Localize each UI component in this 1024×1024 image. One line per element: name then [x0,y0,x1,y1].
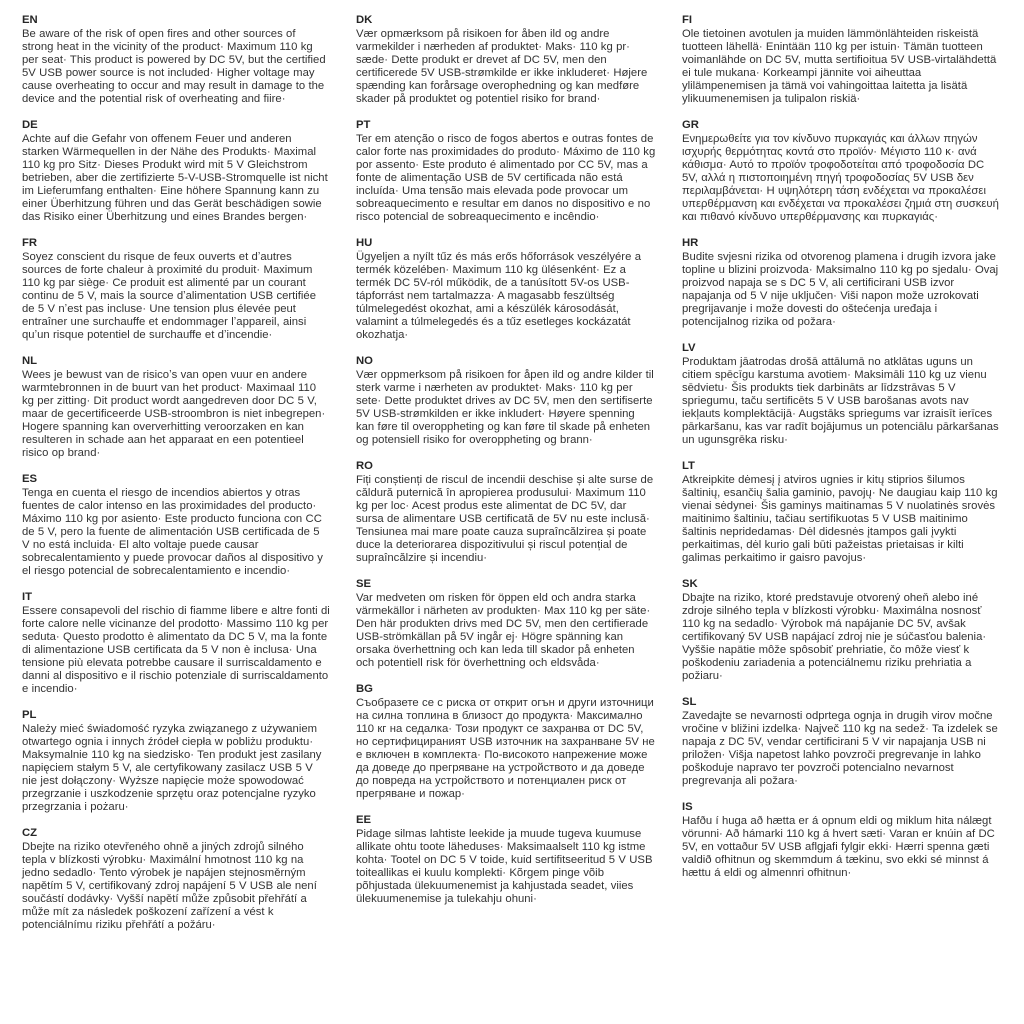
language-text: Atkreipkite dėmesį į atviros ugnies ir kitų stiprios šilumos šaltinių, esančių šalia gaminio, pavojų· Ne daugiau kaip 110 kg vienai sėdynei· Šis gaminys maitinamas 5 V nuolatinės srovės maitinimo šaltiniu, tačiau sertifikuotas 5 V USB maitinimo šaltinis nepridedamas· Dėl didesnės įtampos gali įvykti perkaitimas, dėl kurio gali būti pažeistas prietaisas ir kilti galimas perkaitimo ir gaisro pavojus· [682,474,998,564]
language-text: Produktam jāatrodas drošā attālumā no atklātas uguns un citiem spēcīgu karstuma avotiem· Maksimāli 110 kg uz vienu sēdvietu· Šis produkts tiek darbināts ar līdzstrāvas 5 V spriegumu, taču sertificēts 5 V USB barošanas avots nav iekļauts komplektācijā· Augstāks spriegums var izraisīt ierīces pārkaršanu, kas var radīt bojājumus un potenciālu pārkaršanas un ugunsgrēka risku· [682,356,999,446]
language-code: EE [356,814,372,826]
language-block-pl [22,709,330,814]
language-block-gr [682,119,1002,224]
language-code: NO [356,355,373,367]
language-code: PT [356,119,371,131]
language-code: DK [356,14,373,26]
column-3 [682,14,1002,945]
language-code: DE [22,119,38,131]
language-code: SE [356,578,372,590]
language-text: Achte auf die Gefahr von offenem Feuer und anderen starken Wärmequellen in der Nähe des Produkts· Maximal 110 kg pro Sitz· Dieses Produkt wird mit 5 V Gleichstrom betrieben, aber die zertifizierte 5-V-USB-Stromquelle ist nicht im Lieferumfang enthalten· Eine höhere Spannung kann zu einer Überhitzung führen und das Gerät beschädigen sowie das Risiko einer Überhitzung und eines Brandes bergen· [22,133,328,223]
language-text: Ενημερωθείτε για τον κίνδυνο πυρκαγιάς και άλλων πηγών ισχυρής θερμότητας κοντά στο προϊόν· Μέγιστο 110 κ· ανά κάθισμα· Αυτό το προϊόν τροφοδοτείται από τροφοδοσία DC 5V, αλλά η πιστοποιημένη πηγή τροφοδοσίας 5V USB δεν περιλαμβάνεται· Η υψηλότερη τάση ενδέχεται να προκαλέσει υπερθέρμανση και ενδέχεται να προκαλέσει ζημιά στη συσκευή και πιθανό κίνδυνο υπερθέρμανσης και πυρκαγιάς· [682,133,999,223]
language-code: SL [682,696,697,708]
language-text: Soyez conscient du risque de feux ouverts et dʼautres sources de forte chaleur à proximité du produit· Maximum 110 kg par siège· Ce produit est alimenté par un courant continu de 5 V, mais la source dʼalimentation USB certifiée de 5 V nʼest pas incluse· Une tension plus élevée peut entraîner une surchauffe et endommager lʼappareil, ainsi quʼun risque potentiel de surchauffe et dʼincendie· [22,251,317,341]
language-block-cz [22,827,330,932]
language-block-sl [682,696,1002,788]
language-code: PL [22,709,37,721]
language-block-hr [682,237,1002,329]
language-code: HR [682,237,699,249]
language-text: Dbajte na riziko, ktoré predstavuje otvorený oheň alebo iné zdroje silného tepla v blízkosti výrobku· Maximálna nosnosť 110 kg na sedadlo· Výrobok má napájanie DC 5V, avšak certifikovaný 5V USB napájací zdroj nie je súčasťou balenia· Vyššie napätie môže spôsobiť prehriatie, čo môže viesť k poškodeniu zariadenia a potenciálnemu riziku prehriatia a požiaru· [682,592,987,682]
language-block-es [22,473,330,578]
language-text: Hafðu í huga að hætta er á opnum eldi og miklum hita nálægt vörunni· Að hámarki 110 kg á hvert sæti· Varan er knúin af DC 5V, en vottaður 5V USB aflgjafi fylgir ekki· Hærri spenna gæti valdið ofhitnun og skemmdum á tækinu, svo ekki sé minnst á hættu á eldi og almennri ofhitnun· [682,815,995,879]
language-text: Ole tietoinen avotulen ja muiden lämmönlähteiden riskeistä tuotteen lähellä· Enintään 110 kg per istuin· Tämän tuotteen voimanlähde on DC 5V, mutta sertifioitua 5V USB-virtalähdettä ei tule mukana· Korkeampi jännite voi aiheuttaa ylilämpenemisen ja tämä voi vahingoittaa laitetta ja lisätä ylikuumenemisen ja tulipalon riskiä· [682,28,997,105]
language-code: SK [682,578,698,590]
language-block-lv [682,342,1002,447]
language-block-hu [356,237,656,342]
language-code: FI [682,14,693,26]
language-text: Budite svjesni rizika od otvorenog plamena i drugih izvora jake topline u blizini proizvoda· Maksimalno 110 kg po sjedalu· Ovaj proizvod napaja se s DC 5 V, ali certificirani USB izvor napajanja od 5 V nije uključen· Viši napon može uzrokovati pregrijavanje i može dovesti do oštećenja uređaja i potencijalnog rizika od požara· [682,251,999,328]
language-code: LT [682,460,695,472]
language-block-dk [356,14,656,106]
language-block-bg [356,683,656,801]
language-text: Zavedajte se nevarnosti odprtega ognja in drugih virov močne vročine v bližini izdelka· Največ 110 kg na sedež· Ta izdelek se napaja z DC 5V, vendar certificirani 5 V vir napajanja USB ni priložen· Višja napetost lahko povzroči pregrevanje in lahko poškoduje napravo ter povzroči potencialno nevarnost pregrevanja ali požara· [682,710,998,787]
language-block-lt [682,460,1002,565]
language-block-sk [682,578,1002,683]
language-text: Var medveten om risken för öppen eld och andra starka värmekällor i närheten av produkten· Max 110 kg per säte· Den här produkten drivs med DC 5V, men den certifierade USB-strömkällan på 5V ingår ej· Högre spänning kan orsaka överhettning och kan leda till skador på enheten och potentiell risk för överhettning och eldsvåda· [356,592,651,669]
language-text: Ügyeljen a nyílt tűz és más erős hőforrások veszélyére a termék közelében· Maximum 110 kg ülésenként· Ez a termék DC 5V-ról működik, de a tanúsított 5V-os USB-tápforrást nem tartalmazza· A magasabb feszültség túlmelegedést okozhat, ami a készülék károsodását, valamint a túlmelegedés és a tűz esetleges kockázatát okozhatja· [356,251,641,341]
language-text: Essere consapevoli del rischio di fiamme libere e altre fonti di forte calore nelle vicinanze del prodotto· Massimo 110 kg per seduta· Questo prodotto è alimentato da DC 5 V, ma la fonte di alimentazione USB certificata da 5 V non è inclusa· Una tensione più elevata potrebbe causare il surriscaldamento e danni al dispositivo e il rischio potenziale di surriscaldamento e incendio· [22,605,330,695]
language-text: Vær opmærksom på risikoen for åben ild og andre varmekilder i nærheden af produktet· Maks· 110 kg pr· sæde· Dette produkt er drevet af DC 5V, men den certificerede 5V USB-strømkilde er ikke inkluderet· Højere spænding kan forårsage overophedning og kan medføre skader på produktet og potentiel risiko for brand· [356,28,648,105]
language-text: Należy mieć świadomość ryzyka związanego z używaniem otwartego ognia i innych źródeł ciepła w pobliżu produktu· Maksymalnie 110 kg na siedzisko· Ten produkt jest zasilany napięciem stałym 5 V, ale certyfikowany zasilacz USB 5 V nie jest dołączony· Wyższe napięcie może spowodować przegrzanie i uszkodzenie sprzętu oraz potencjalne ryzyko przegrzania i pożaru· [22,723,322,813]
language-code: EN [22,14,38,26]
language-code: FR [22,237,38,249]
language-code: LV [682,342,696,354]
language-code: HU [356,237,373,249]
language-text: Dbejte na riziko otevřeného ohně a jiných zdrojů silného tepla v blízkosti výrobku· Maximální hmotnost 110 kg na jedno sedadlo· Tento výrobek je napájen stejnosměrným napětím 5 V, certifikovaný zdroj napájení 5 V USB ale není součástí dodávky· Vyšší napětí může způsobit přehřátí a může mít za následek poškození zařízení a vést k potenciálnímu riziku přehřátí a požáru· [22,841,317,931]
language-block-nl [22,355,330,460]
language-text: Wees je bewust van de risicoʼs van open vuur en andere warmtebronnen in de buurt van het product· Maximaal 110 kg per zitting· Dit product wordt aangedreven door DC 5 V, maar de gecertificeerde USB-stroombron is niet inbegrepen· Hogere spanning kan oververhitting veroorzaken en kan resulteren in schade aan het apparaat en een potentieel risico op brand· [22,369,326,459]
column-1 [22,14,330,945]
language-code: CZ [22,827,38,839]
language-text: Pidage silmas lahtiste leekide ja muude tugeva kuumuse allikate ohtu toote läheduses· Maksimaalselt 110 kg istme kohta· Tootel on DC 5 V toide, kuid sertifitseeritud 5 V USB toiteallikas ei kuulu komplekti· Kõrgem pinge võib põhjustada ülekuumenemist ja kahjustada seadet, viies ülekuumenemise ja tulekahju ohuni· [356,828,653,905]
language-text: Tenga en cuenta el riesgo de incendios abiertos y otras fuentes de calor intenso en las proximidades del producto· Máximo 110 kg por asiento· Este producto funciona con CC de 5 V, pero la fuente de alimentación USB certificada de 5 V no está incluida· El alto voltaje puede causar sobrecalentamiento y puede provocar daños al dispositivo y el riesgo potencial de sobrecalentamiento e incendio· [22,487,323,577]
language-block-fi [682,14,1002,106]
language-text: Ter em atenção o risco de fogos abertos e outras fontes de calor forte nas proximidades do produto· Máximo de 110 kg por assento· Este produto é alimentado por CC 5V, mas a fonte de alimentação USB de 5V certificada não está incluída· Uma tensão mais elevada pode provocar um sobreaquecimento e resultar em danos no dispositivo e no risco potencial de sobreaquecimento e incêndio· [356,133,656,223]
language-block-de [22,119,330,224]
language-code: RO [356,460,373,472]
language-block-ee [356,814,656,906]
language-code: ES [22,473,38,485]
language-code: NL [22,355,38,367]
column-2 [356,14,656,945]
language-block-pt [356,119,656,224]
language-block-no [356,355,656,447]
language-block-fr [22,237,330,342]
language-text: Съобразете се с риска от открит огън и други източници на силна топлина в близост до продукта· Максимално 110 кг на седалка· Този продукт се захранва от DC 5V, но сертифицираният USB източник на захранване 5V не е включен в комплекта· По-високото напрежение може да доведе до прегряване на устройството и да доведе до повреда на устройството и потенциален риск от прегряване и пожар· [356,697,655,800]
language-block-ro [356,460,656,565]
language-code: BG [356,683,373,695]
language-block-se [356,578,656,670]
language-code: IS [682,801,693,813]
language-block-is [682,801,1002,880]
language-code: GR [682,119,699,131]
language-text: Be aware of the risk of open fires and other sources of strong heat in the vicinity of the product· Maximum 110 kg per seat· This product is powered by DC 5V, but the certified 5V USB power source is not included· Higher voltage may cause overheating to occur and may result in damage to the device and the potential risk of overheating and fiire· [22,28,326,105]
language-block-en [22,14,330,106]
language-block-it [22,591,330,696]
language-text: Fiți conștienți de riscul de incendii deschise și alte surse de căldură puternică în apropierea produsului· Maximum 110 kg per loc· Acest produs este alimentat de DC 5V, dar sursa de alimentare USB certificată de 5V nu este inclusă· Tensiunea mai mare poate cauza supraîncălzirea și poate duce la deteriorarea dispozitivului și riscul potențial de supraîncălzire și incendiu· [356,474,654,564]
language-text: Vær oppmerksom på risikoen for åpen ild og andre kilder til sterk varme i nærheten av produktet· Maks· 110 kg per sete· Dette produktet drives av DC 5V, men den sertifiserte 5V USB-strømkilden er ikke inkludert· Høyere spenning kan føre til overoppheting og kan føre til skade på enheten og potensiell risiko for overoppheting og brann· [356,369,654,446]
language-code: IT [22,591,33,603]
